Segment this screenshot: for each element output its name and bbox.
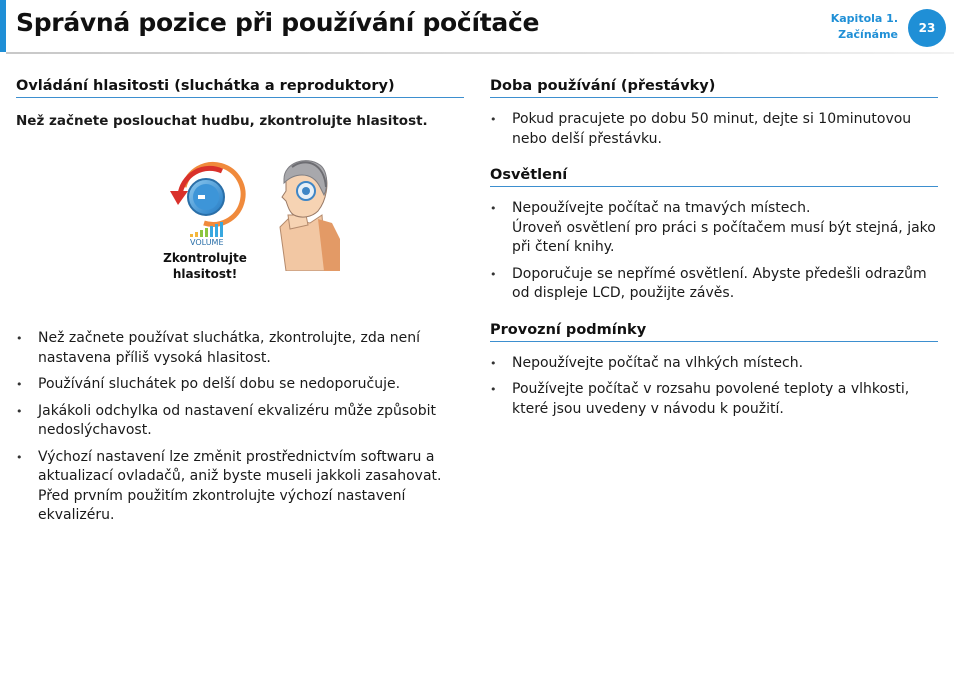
chapter-label[interactable] [831,11,898,43]
lighting-bullet-list [490,199,938,304]
section-heading-conditions: Provozní podmínky [490,322,938,342]
volume-bullet-list [16,329,464,526]
section-heading-lighting: Osvětlení [490,167,938,187]
header-accent-bar [0,0,6,52]
conditions-bullet-list [490,354,938,420]
list-item: • Doporučuje se nepřímé osvětlení. Abyste předešli odrazům od displeje LCD, použijte závěs. [490,265,938,304]
list-item: • Nepoužívejte počítač na tmavých místech. Úroveň osvětlení pro práci s počítačem musí být stejná, jako při čtení knihy. [490,199,938,258]
header-divider [6,52,954,54]
left-column [16,78,464,533]
list-item: • Výchozí nastavení lze změnit prostřednictvím softwaru a aktualizací ovladačů, aniž byste museli jakkoli zasahovat. Před prvním použitím zkontrolujte výchozí nastavení ekvalizéru. [16,448,464,526]
caption-line-1: Zkontrolujte [163,251,247,265]
volume-knob-icon [164,157,256,257]
page-title: Správná pozice při používání počítače [16,8,540,37]
section-conditions [490,322,938,420]
list-item: • Používejte počítač v rozsahu povolené teploty a vlhkosti, které jsou uvedeny v návodu k použití. [490,380,938,419]
section-breaks [490,78,938,149]
breaks-bullet-list [490,110,938,149]
list-item: • Jakákoli odchylka od nastavení ekvalizéru může způsobit nedoslýchavost. [16,402,464,441]
page-number-badge: 23 [908,9,946,47]
list-item: • Používání sluchátek po delší dobu se nedoporučuje. [16,375,464,395]
section-lighting [490,167,938,304]
right-column [490,78,938,426]
section-heading-breaks: Doba používání (přestávky) [490,78,938,98]
list-item: • Pokud pracujete po dobu 50 minut, dejte si 10minutovou nebo delší přestávku. [490,110,938,149]
section-heading-volume: Ovládání hlasitosti (sluchátka a reproduktory) [16,78,464,98]
volume-illustration [16,157,464,317]
chapter-number: Kapitola 1. [830,12,898,25]
volume-label: VOLUME [190,238,224,247]
illustration-caption [156,250,254,282]
page-header [0,0,954,54]
list-item: • Nepoužívejte počítač na vlhkých místech. [490,354,938,374]
caption-line-2: hlasitost! [172,267,238,281]
chapter-name: Začínáme [838,28,898,41]
volume-intro: Než začnete poslouchat hudbu, zkontrolujte hlasitost. [16,113,428,129]
list-item: • Než začnete používat sluchátka, zkontrolujte, zda není nastavena příliš vysoká hlasitost. [16,329,464,368]
person-with-headphones-icon [262,157,346,271]
